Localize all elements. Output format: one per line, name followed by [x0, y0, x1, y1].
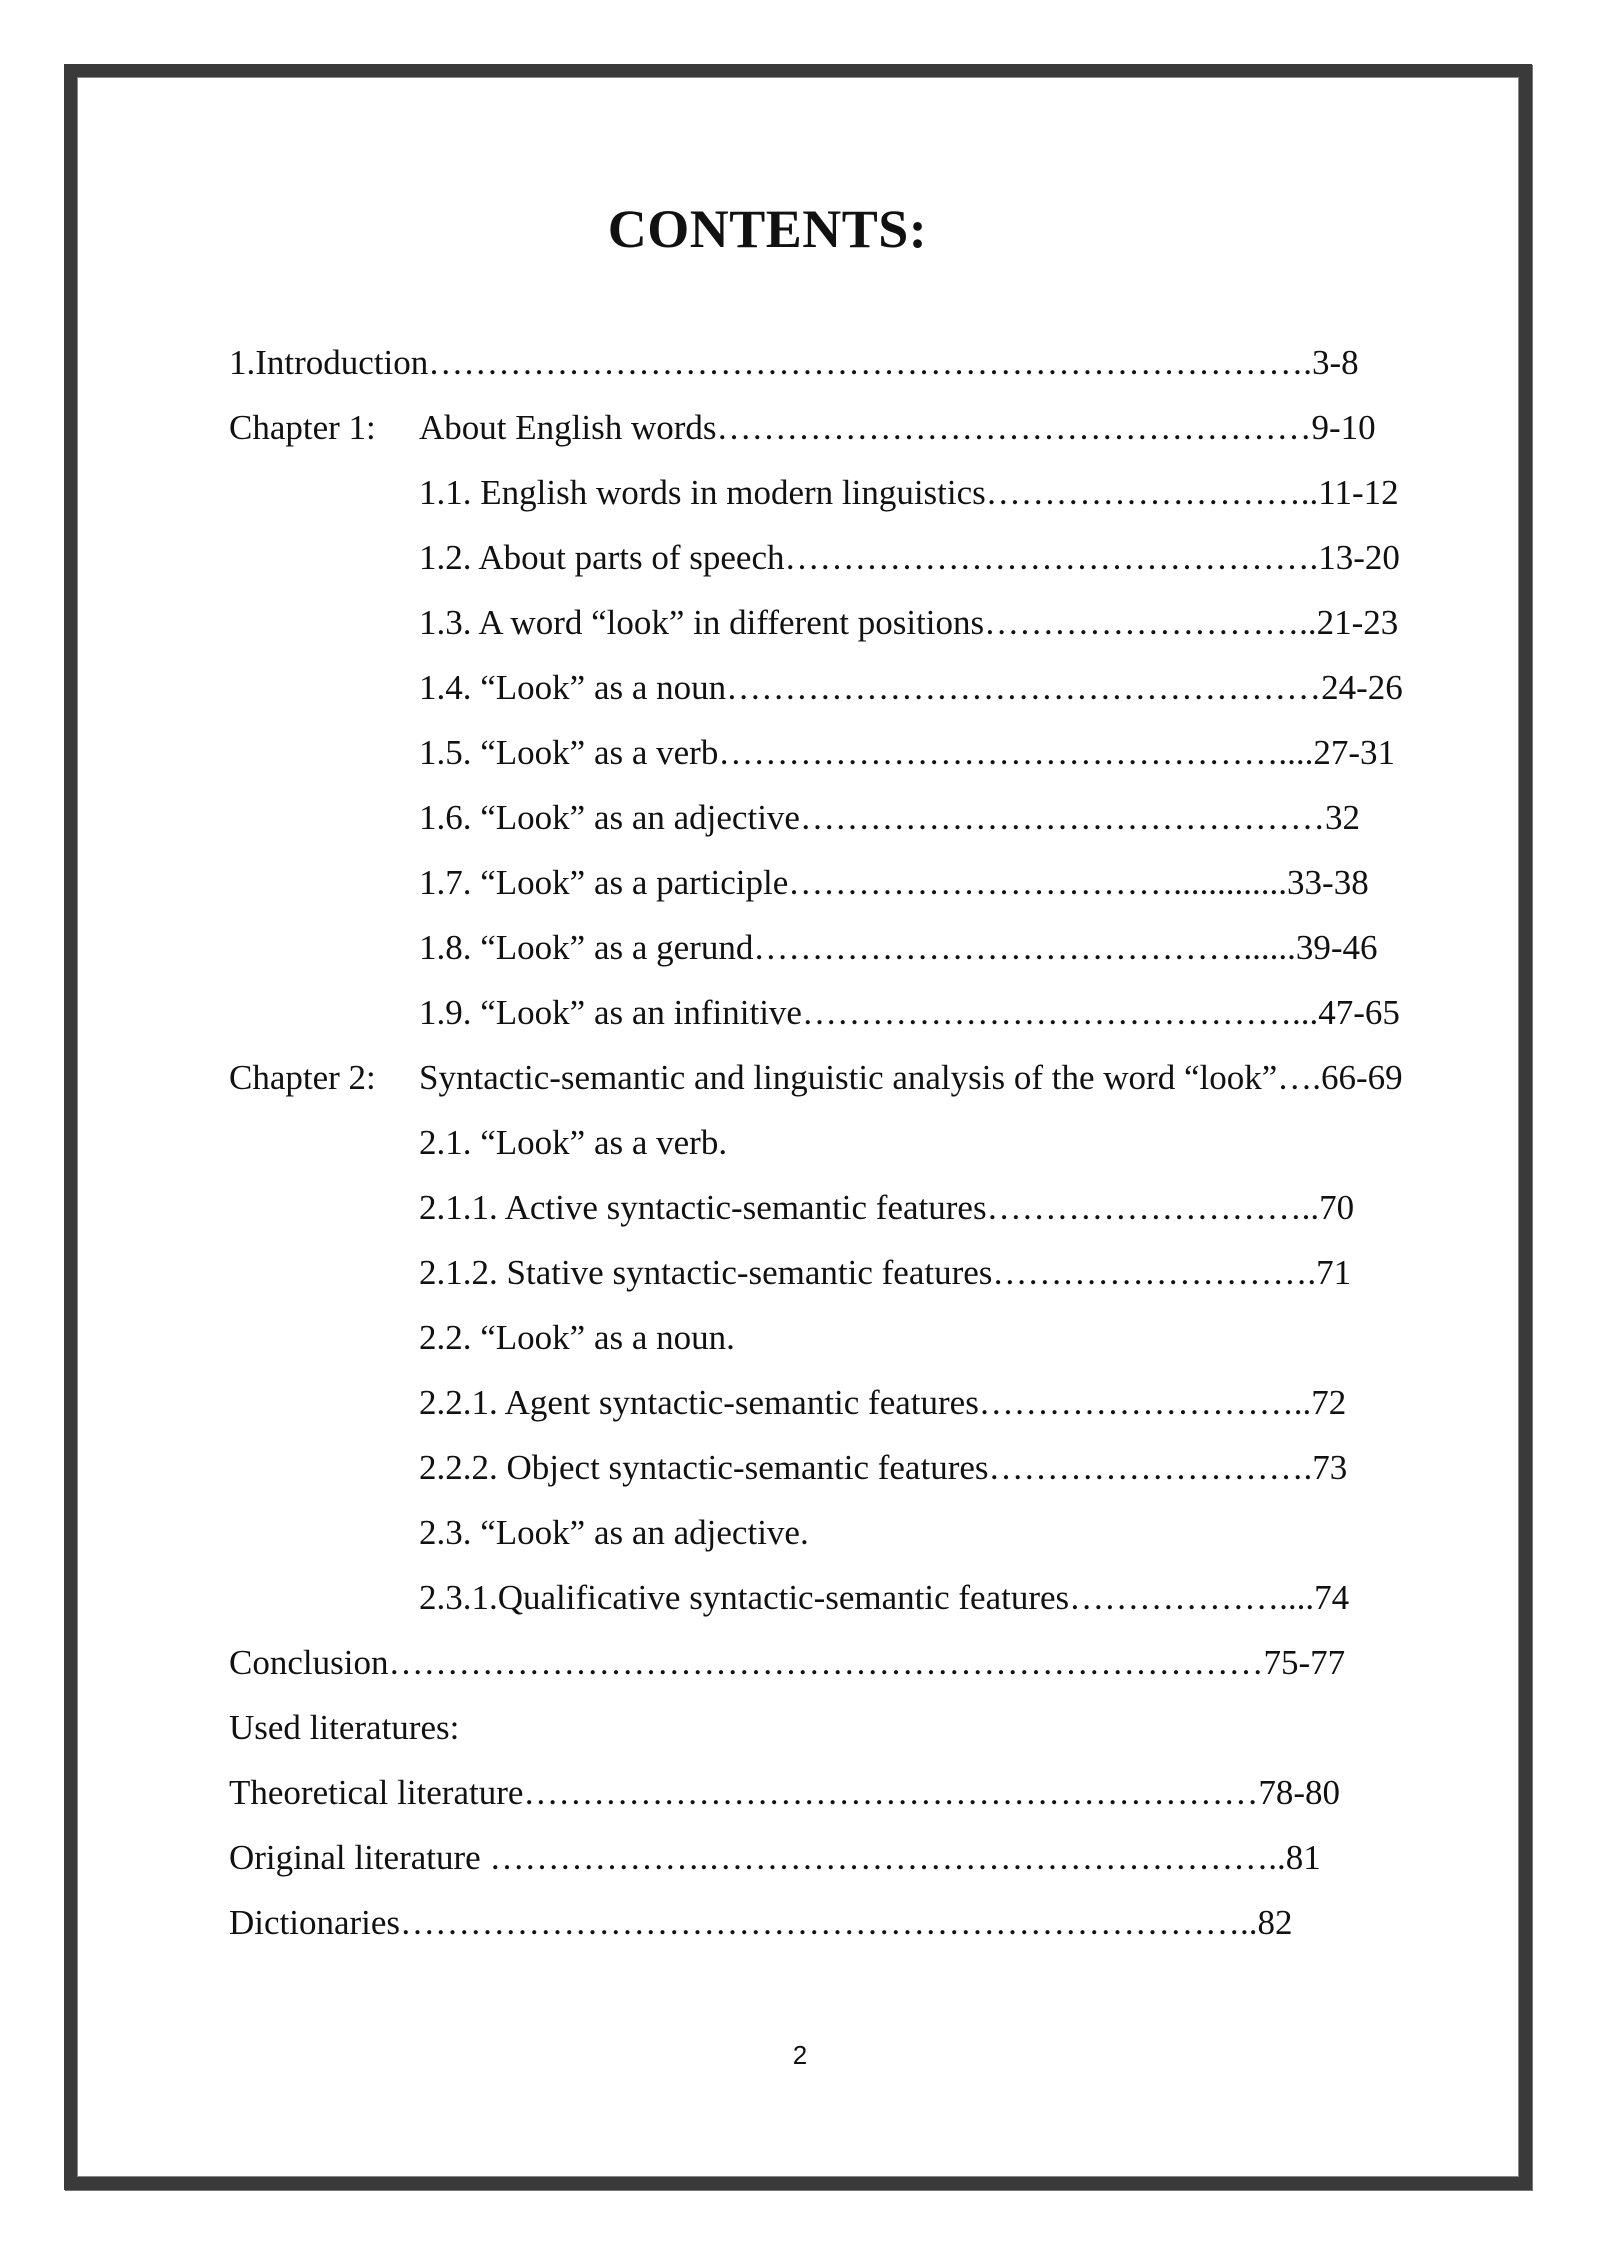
- page-title: CONTENTS:: [607, 199, 928, 259]
- toc-chapter-label: Chapter 2:: [229, 1058, 376, 1097]
- toc-entry: [229, 395, 1529, 460]
- toc-entry: [229, 1110, 1529, 1175]
- toc-entry: [229, 460, 1529, 525]
- toc-entry-text: 2.3. “Look” as an adjective.: [419, 1513, 809, 1552]
- toc-entry: [229, 1695, 1529, 1760]
- toc-entry-text: 1.3. A word “look” in different positions………………………..21-23: [419, 603, 1399, 642]
- toc-entry: [229, 525, 1529, 590]
- toc-entry: [229, 1305, 1529, 1370]
- toc-entry: [229, 1435, 1529, 1500]
- toc-entry-text: Dictionaries………………………………………………………………..82: [229, 1903, 1293, 1942]
- toc-entry-text: 1.7. “Look” as a participle…………………………….............33-38: [419, 863, 1369, 902]
- toc-entry-text: 2.1. “Look” as a verb.: [419, 1123, 728, 1162]
- toc-entry-text: Original literature ……………….…………………………………………..81: [229, 1838, 1321, 1877]
- toc-entry: [229, 1890, 1529, 1955]
- toc-entry: [229, 720, 1529, 785]
- toc-entry-text: 1.2. About parts of speech……………………………………….13-20: [419, 538, 1400, 577]
- toc-entry: [229, 1500, 1529, 1565]
- toc-entry: [229, 785, 1529, 850]
- page-number: 2: [792, 2040, 808, 2070]
- toc-entry-text: 1.9. “Look” as an infinitive……………………………………...47-65: [419, 993, 1400, 1032]
- toc-entry-text: Syntactic-semantic and linguistic analysis of the word “look”….66-69: [419, 1058, 1403, 1097]
- toc-entry-text: 1.8. “Look” as a gerund……………………………………......39-46: [419, 928, 1378, 967]
- toc-entry-text: Used literatures:: [229, 1708, 460, 1747]
- toc-entry: [229, 1565, 1529, 1630]
- toc-entry-text: 2.2. “Look” as a noun.: [419, 1318, 735, 1357]
- toc-entry: [229, 590, 1529, 655]
- toc-entry: [229, 655, 1529, 720]
- toc-entry: [229, 1370, 1529, 1435]
- toc-entry: [229, 1045, 1529, 1110]
- table-of-contents: [229, 330, 1529, 1955]
- toc-entry-text: 1.5. “Look” as a verb…………………………………………....27-31: [419, 733, 1395, 772]
- toc-chapter-label: Chapter 1:: [229, 408, 376, 447]
- toc-entry-text: 1.Introduction………………………………………………………………….3-8: [229, 343, 1359, 382]
- toc-entry-text: 2.2.2. Object syntactic-semantic features……………………….73: [419, 1448, 1348, 1487]
- toc-entry-text: 1.1. English words in modern linguistics………………………..11-12: [419, 473, 1399, 512]
- toc-entry: [229, 980, 1529, 1045]
- toc-entry-text: 2.1.2. Stative syntactic-semantic features……………………….71: [419, 1253, 1352, 1292]
- toc-entry: [229, 850, 1529, 915]
- toc-entry: [229, 1630, 1529, 1695]
- toc-entry-text: 2.3.1.Qualificative syntactic-semantic features………………....74: [419, 1578, 1350, 1617]
- toc-entry: [229, 330, 1529, 395]
- toc-entry-text: About English words……………………………………………9-10: [419, 408, 1376, 447]
- toc-entry-text: 1.6. “Look” as an adjective………………………………………32: [419, 798, 1360, 837]
- toc-entry: [229, 1825, 1529, 1890]
- toc-entry: [229, 1175, 1529, 1240]
- toc-entry: [229, 1240, 1529, 1305]
- toc-entry-text: Theoretical literature………………………………………………………78-80: [229, 1773, 1341, 1812]
- toc-entry-text: 2.1.1. Active syntactic-semantic features………………………..70: [419, 1188, 1355, 1227]
- toc-entry: [229, 915, 1529, 980]
- toc-entry: [229, 1760, 1529, 1825]
- toc-entry-text: Conclusion…………………………………………………………………75-77: [229, 1643, 1346, 1682]
- toc-entry-text: 2.2.1. Agent syntactic-semantic features………………………..72: [419, 1383, 1347, 1422]
- toc-entry-text: 1.4. “Look” as a noun……………………………………………24-26: [419, 668, 1403, 707]
